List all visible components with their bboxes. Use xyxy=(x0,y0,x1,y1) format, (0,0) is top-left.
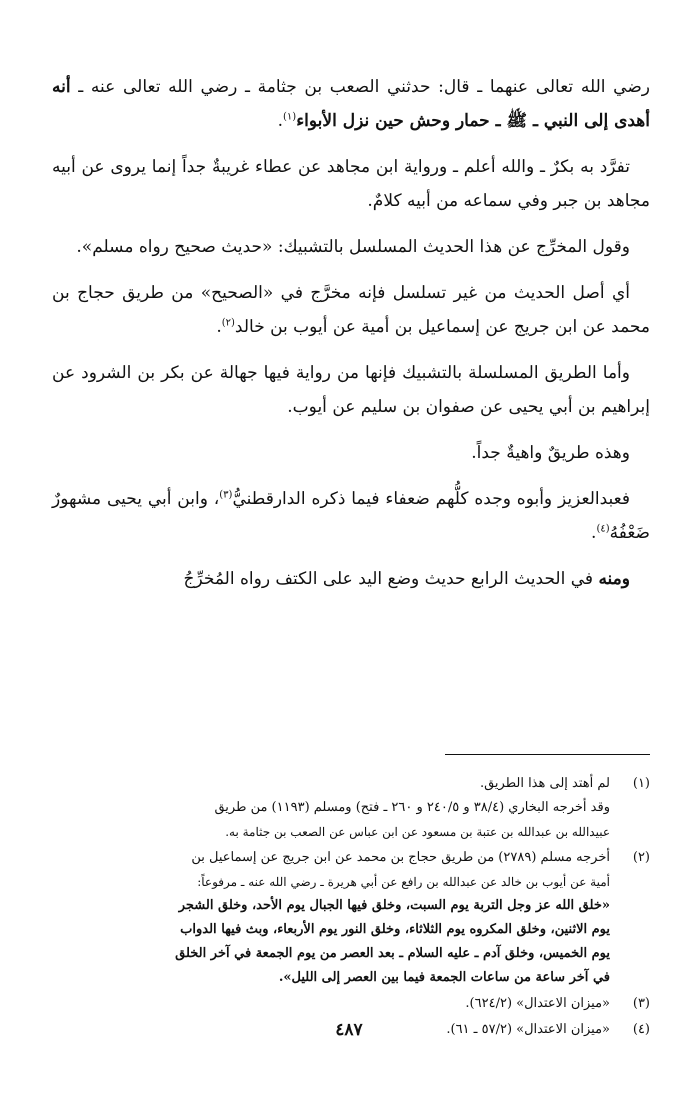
paragraph-4 xyxy=(52,276,650,344)
paragraph-7 xyxy=(52,482,650,550)
paragraph-4-text: أي أصل الحديث من غير تسلسل فإنه مخرَّج في «الصحيح» من طريق حجاج بن محمد عن ابن جريج عن إسماعيل بن أمية عن أيوب بن خالد xyxy=(52,283,650,337)
paragraph-5 xyxy=(52,356,650,424)
footnote-2-hadith-line-4: في آخر ساعة من ساعات الجمعة فيما بين العصر إلى الليل». xyxy=(278,970,610,985)
paragraph-8-bold: ومنه xyxy=(598,569,630,589)
paragraph-7-end: . xyxy=(591,523,597,543)
footnote-ref-2[interactable]: (٢) xyxy=(221,317,235,329)
footnote-1 xyxy=(52,772,650,844)
footnote-4-number: (٤) xyxy=(632,1022,650,1037)
footnote-ref-1[interactable]: (١) xyxy=(283,111,297,123)
paragraph-6 xyxy=(52,436,650,470)
footnote-1-number: (١) xyxy=(632,776,650,791)
paragraph-1-text: رضي الله تعالى عنهما ـ قال: حدثني الصعب بن جثامة ـ رضي الله تعالى عنه ـ xyxy=(70,77,650,97)
footnote-2 xyxy=(52,846,650,990)
main-text xyxy=(52,70,650,596)
paragraph-2-text: تفرَّد به بكرٌ ـ والله أعلم ـ ورواية ابن مجاهد عن عطاء غريبةٌ جداً إنما يروى عن أبيه مجاهد بن جبر وفي سماعه من أبيه كلامٌ. xyxy=(52,157,650,211)
footnote-4-body: «ميزان الاعتدال» (٥٧/٢ ـ ٦١). xyxy=(446,1022,610,1037)
paragraph-4-end: . xyxy=(216,317,222,337)
footnote-3-body: «ميزان الاعتدال» (٦٢٤/٢). xyxy=(465,996,610,1011)
footnote-2-hadith-line-1: «خلق الله عز وجل التربة يوم السبت، وخلق فيها الجبال يوم الأحد، وخلق الشجر xyxy=(178,898,610,913)
paragraph-6-text: وهذه طريقٌ واهيةٌ جداً. xyxy=(471,443,630,463)
footnotes xyxy=(52,772,650,1042)
footnote-3 xyxy=(52,992,650,1016)
paragraph-3-text: وقول المخرِّج عن هذا الحديث المسلسل بالتشبيك: «حديث صحيح رواه مسلم». xyxy=(76,237,630,257)
footnote-3-number: (٣) xyxy=(632,996,650,1011)
page-number: ٤٨٧ xyxy=(335,1020,363,1040)
footnote-2-body xyxy=(52,846,610,990)
footnote-ref-3[interactable]: (٣) xyxy=(219,489,233,501)
footnote-1-line-2: وقد أخرجه البخاري (٣٨/٤ و ٢٤٠/٥ و ٢٦٠ ـ فتح) ومسلم (١١٩٣) من طريق xyxy=(214,800,610,815)
paragraph-1-bold: أنه أهدى إلى النبي ـ ﷺ ـ حمار وحش حين نزل الأبواء xyxy=(52,77,650,131)
paragraph-8 xyxy=(52,562,650,596)
paragraph-5-text: وأما الطريق المسلسلة بالتشبيك فإنها من رواية فيها جهالة عن بكر بن الشرود عن إبراهيم بن أبي يحيى عن صفوان بن سليم عن أيوب. xyxy=(52,363,650,417)
footnote-1-line-3: عبيدالله بن عبدالله بن عتبة بن مسعود عن ابن عباس عن الصعب بن جثامة به. xyxy=(225,825,610,839)
footnote-separator xyxy=(445,754,650,755)
paragraph-1 xyxy=(52,70,650,138)
footnote-1-line-1: لم أهتد إلى هذا الطريق. xyxy=(479,776,610,791)
footnote-1-body xyxy=(52,772,610,844)
footnote-2-line-2: أمية عن أيوب بن خالد عن عبدالله بن رافع عن أبي هريرة ـ رضي الله عنه ـ مرفوعاً: xyxy=(197,875,610,889)
paragraph-8-text: في الحديث الرابع حديث وضع اليد على الكتف رواه المُخرِّجُ xyxy=(183,569,599,589)
footnote-2-number: (٢) xyxy=(632,850,650,865)
paragraph-3 xyxy=(52,230,650,264)
paragraph-1-end: . xyxy=(277,111,283,131)
paragraph-7-text-a: فعبدالعزيز وأبوه وجده كلُّهم ضعفاء فيما ذكره الدارقطنيُّ xyxy=(232,489,630,509)
footnote-2-hadith-line-3: يوم الخميس، وخلق آدم ـ عليه السلام ـ بعد العصر من يوم الجمعة في آخر الخلق xyxy=(175,946,610,961)
footnote-ref-4[interactable]: (٤) xyxy=(596,523,610,535)
footnote-2-hadith-line-2: يوم الاثنين، وخلق المكروه يوم الثلاثاء، وخلق النور يوم الأربعاء، وبث فيها الدواب xyxy=(180,922,610,937)
paragraph-2 xyxy=(52,150,650,218)
footnote-2-line-1: أخرجه مسلم (٢٧٨٩) من طريق حجاج بن محمد عن ابن جريج عن إسماعيل بن xyxy=(191,850,610,865)
paragraph-7-text-b: ، وابن أبي يحيى مشهورٌ ضَعْفُهُ xyxy=(52,489,650,543)
